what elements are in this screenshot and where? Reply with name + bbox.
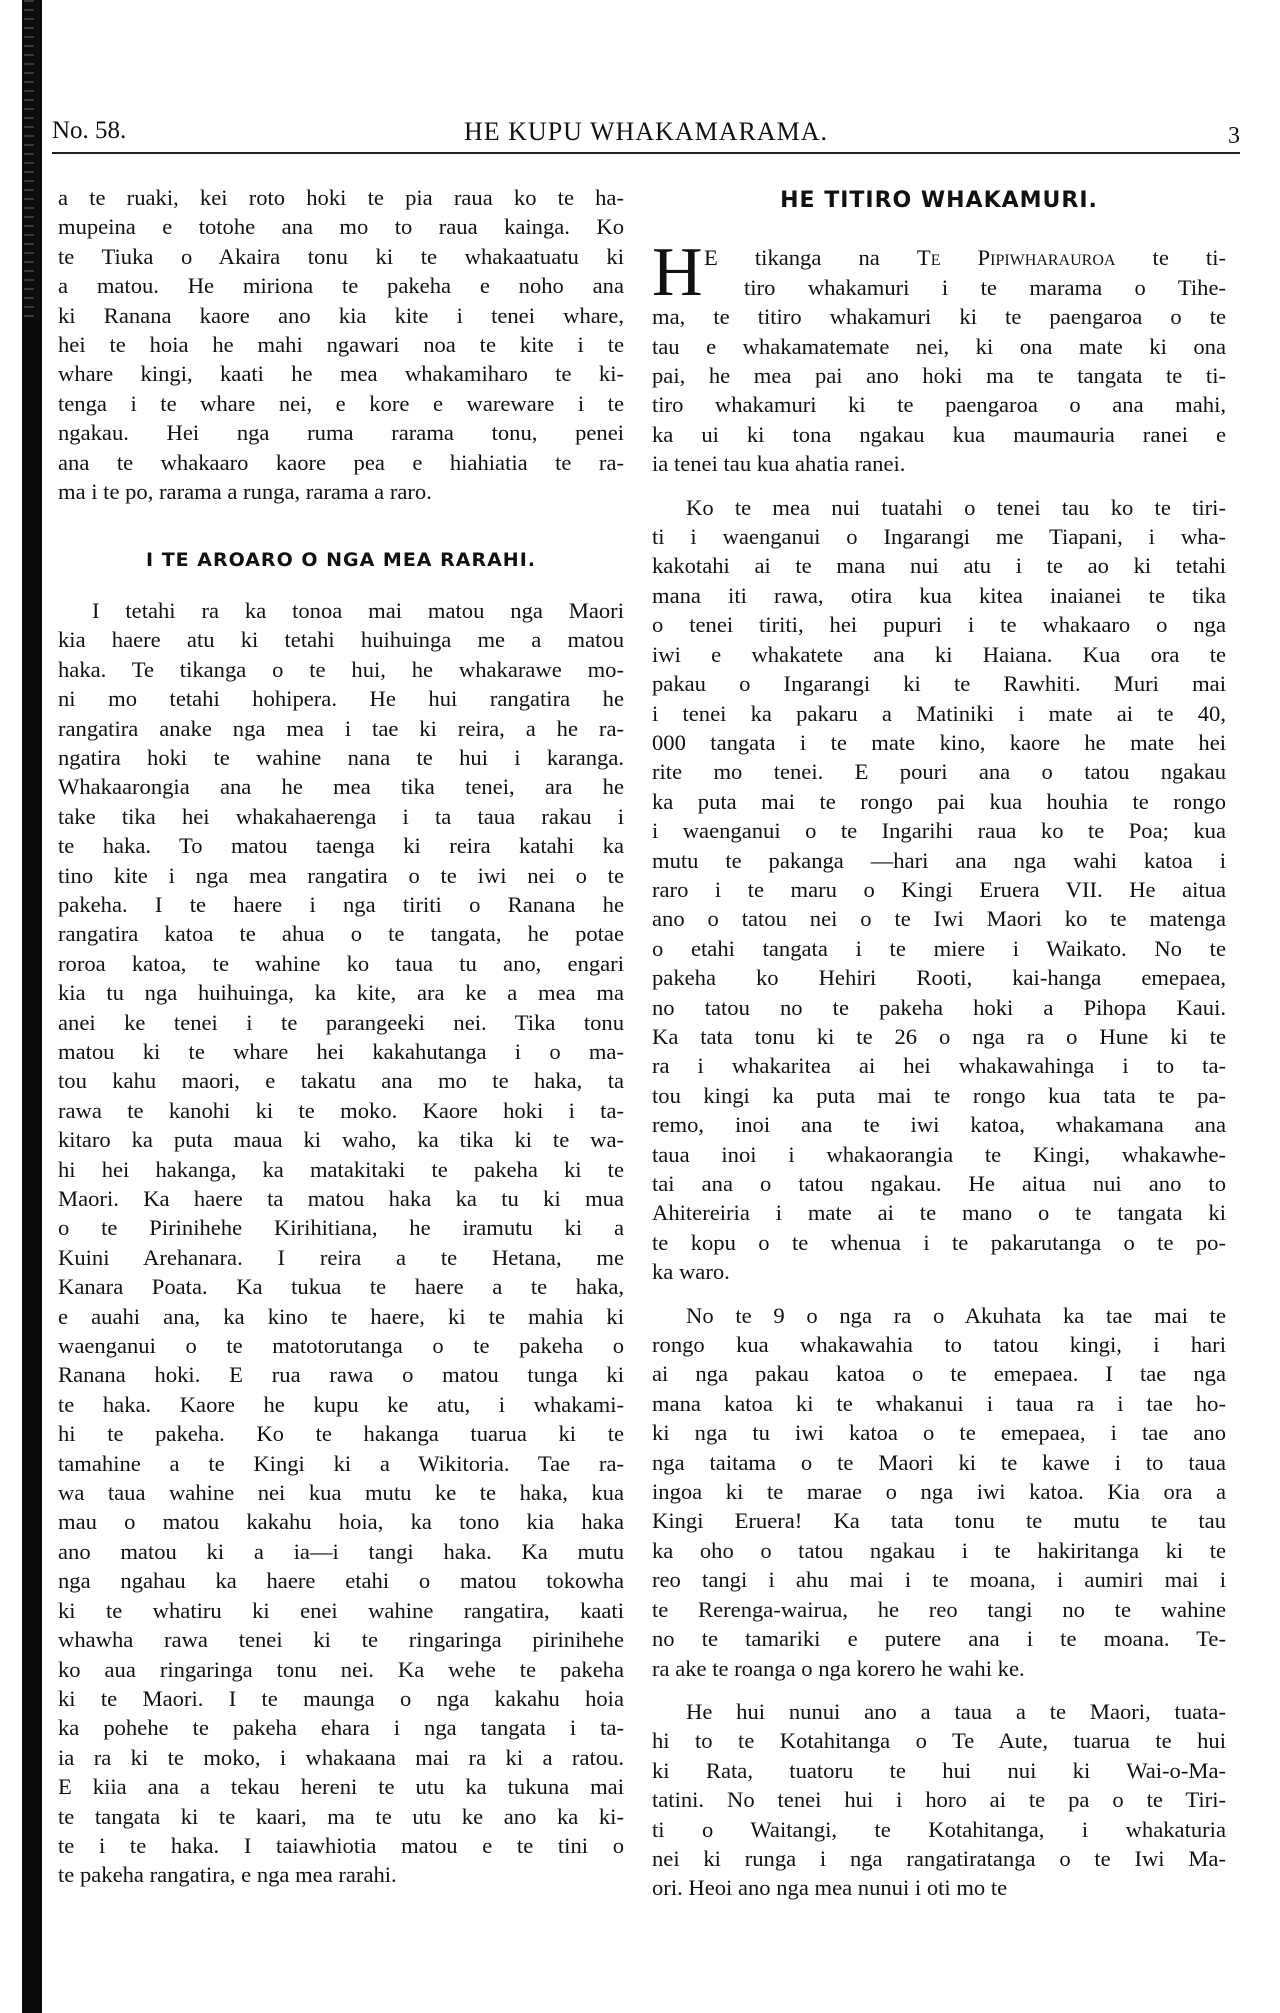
text-line: nga ngahau ka haere etahi o matou tokowha [58,1568,624,1594]
text-line: tino kite i nga mea rangatira o te iwi nei o te [58,862,624,888]
text-line: rangatira katoa te ahua o te tangata, he potae [58,921,624,947]
text-line: ngakau. Hei nga ruma rarama tonu, penei [58,420,624,446]
text-line: E tikanga na Te Pipiwharauroa te ti- [704,245,1227,271]
text-line: ano o tatou nei o te Iwi Maori ko te matenga [652,906,1226,932]
text-line: ni mo tetahi hohipera. He hui rangatira he [58,686,624,712]
text-line: ko aua ringaringa tonu nei. Ka wehe te pakeha [58,1656,624,1682]
text-line: Ranana hoki. E rua rawa o matou tunga ki [58,1362,624,1388]
text-line: ma i te po, rarama a runga, rarama a raro. [58,479,432,505]
text-line: mana katoa ki te whakanui i taua ra i tae ho- [652,1390,1226,1416]
text-line: te pakeha rangatira, e nga mea rarahi. [58,1862,397,1888]
text-line: no tatou no te pakeha hoki a Pihopa Kaui. [652,994,1226,1020]
text-line: taua inoi i whakaorangia te Kingi, whakawhe- [652,1141,1226,1167]
text-line: rite mo tenei. E pouri ana o tatou ngakau [652,759,1226,785]
text-line: te kopu o te whenua i te pakarutanga o te po- [652,1229,1226,1255]
text-line: te i te haka. I taiawhiotia matou e te tini o [58,1832,624,1858]
text-line: ia ra ki te moko, i whakaana mai ra ki a ratou. [58,1744,624,1770]
text-line: waenganui o te matotorutanga o te pakeha o [58,1333,624,1359]
text-line: hi te pakeha. Ko te hakanga tuarua ki te [58,1421,624,1447]
text-line: ki Rata, tuatoru te hui nui ki Wai-o-Ma- [652,1757,1226,1783]
text-line: tiro whakamuri i te marama o Tihe- [744,274,1226,300]
text-line: tenga i te whare nei, e kore e wareware i te [58,390,624,416]
text-line: i waenganui o te Ingarihi raua ko te Poa; kua [652,818,1226,844]
text-line: He hui nunui ano a taua a te Maori, tuata- [686,1698,1226,1724]
newspaper-name: Te Pipiwharauroa [916,245,1116,271]
text-line: rangatira anake nga mea i tae ki reira, a he ra- [58,715,624,741]
text-line: ki te whatiru ki enei wahine rangatira, kaati [58,1597,624,1623]
text-line: reo tangi i ahu mai i te moana, i aumiri mai i [652,1567,1226,1593]
text-line: hi hei hakanga, ka matakitaki te pakeha ki te [58,1156,624,1182]
section-heading-aroaro: I TE AROARO O NGA MEA RARAHI. [146,549,536,572]
text-line: tou kingi ka puta mai te rongo kua tata te pa- [652,1082,1226,1108]
text-line: ka pohehe te pakeha ehara i nga tangata i ta- [58,1715,624,1741]
text-line: nga taitama o te Maori ki te kawe i to taua [652,1449,1226,1475]
text-line: o etahi tangata i te miere i Waikato. No te [652,935,1226,961]
text-line: ai nga pakau katoa o te emepaea. I tae nga [652,1361,1226,1387]
text-line: o tenei tiriti, hei pupuri i te whakaaro o nga [652,612,1226,638]
text-line: Kuini Arehanara. I reira a te Hetana, me [58,1244,624,1270]
text-line: Ko te mea nui tuatahi o tenei tau ko te tiri- [686,494,1226,520]
text-line: Ahitereiria i mate ai te mano o te tangata ki [652,1200,1226,1226]
text-line: kia tu nga huihuinga, ka kite, ara ke a mea ma [58,980,624,1006]
text-line: ka waro. [652,1259,730,1285]
text-line: te haka. Kaore he kupu ke atu, i whakami- [58,1391,624,1417]
text-line: te Tiuka o Akaira tonu ki te whakaatuatu ki [58,243,624,269]
text-line: ti i waenganui o Ingarangi me Tiapani, i wha- [652,524,1226,550]
text-line: Ka tata tonu ki te 26 o nga ra o Hune ki te [652,1023,1226,1049]
text-line: Kingi Eruera! Ka tata tonu te mutu te tau [652,1508,1226,1534]
text-line: ra i whakaritea ai hei whakawahinga i to ta- [652,1053,1226,1079]
text-line: rongo kua whakawahia to tatou kingi, i hari [652,1332,1226,1358]
text-line: ia tenei tau kua ahatia ranei. [652,451,906,477]
text-line: ti o Waitangi, te Kotahitanga, i whakaturia [652,1816,1226,1842]
text-line: tou kahu maori, e takatu ana mo te haka, ta [58,1068,624,1094]
drop-cap: H [652,234,703,312]
text-line: anei ke tenei i te parangeeki nei. Tika tonu [58,1009,624,1035]
text-line: Whakaarongia ana he mea tika tenei, ara he [58,774,624,800]
text-line: hei te hoia he mahi ngawari noa te kite i te [58,332,624,358]
text-line: iwi e whakatete ana ki Haiana. Kua ora te [652,641,1226,667]
text-line: raro i te maru o Kingi Eruera VII. He aitua [652,876,1226,902]
text-line: roroa katoa, te wahine ko taua tu ano, engari [58,950,624,976]
text-line: mupeina e totohe ana mo to raua kainga. Ko [58,214,624,240]
text-line: Maori. Ka haere ta matou haka ka tu ki mua [58,1186,624,1211]
text-line: a matou. He miriona te pakeha e noho ana [58,273,624,299]
text-line: ma, te titiro whakamuri ki te paengaroa o te [652,304,1226,330]
running-title: HE KUPU WHAKAMARAMA. [463,117,829,146]
text-line: te haka. To matou taenga ki reira katahi ka [58,833,624,859]
titiro-paragraph-2 [652,493,1226,1287]
right-column [652,186,1226,1903]
text-line: ka puta mai te rongo pai kua houhia te rongo [652,788,1226,814]
text-line: tatini. No tenei hui i horo ai te pa o te Tiri- [652,1787,1226,1813]
text-line: No te 9 o nga ra o Akuhata ka tae mai te [686,1302,1226,1328]
text-line: tai ana o tatou ngakau. He aitua nui ano to [652,1171,1226,1196]
text-line: ra ake te roanga o nga korero he wahi ke. [652,1655,1025,1681]
text-line: ki nga tu iwi katoa o te emepaea, i tae ano [652,1420,1226,1446]
text-line: kia haere atu ki tetahi huihuinga me a matou [58,627,624,653]
text-line: kakotahi ai te mana nui atu i te ao ki tetahi [652,553,1226,579]
section-heading-titiro: HE TITIRO WHAKAMURI. [780,188,1098,213]
text-line: wa taua wahine nei kua mutu ke te haka, kua [58,1480,624,1506]
text-line: ka ui ki tona ngakau kua maumauria ranei e [652,421,1226,447]
text-line: rawa te kanohi ki te moko. Kaore hoki i ta- [58,1097,624,1123]
intro-paragraph [58,183,624,506]
text-line: ki te Maori. I te maunga o nga kakahu hoia [58,1685,624,1711]
text-line: a te ruaki, kei roto hoki te pia raua ko te ha- [58,185,624,210]
text-line: pakeha. I te haere i nga tiriti o Ranana he [58,891,624,917]
left-column [58,183,624,1890]
text-line: te Rerenga-wairua, he reo tangi no te wahine [652,1596,1226,1622]
text-line: nei ki runga i nga rangatiratanga o te Iwi Ma- [652,1845,1226,1871]
text-line: hi to te Kotahitanga o Te Aute, tuarua te hui [652,1728,1226,1754]
text-line: tau e whakamatemate nei, ki ona mate ki ona [652,333,1226,359]
running-header [52,117,1240,157]
text-line: take tika hei whakahaerenga i ta taua rakau i [58,803,624,829]
text-line: ano matou ki a ia—i tangi haka. Ka mutu [58,1538,624,1564]
text-line: E kiia ana a tekau hereni te utu ka tukuna mai [58,1774,624,1800]
text-line: haka. Te tikanga o te hui, he whakarawe mo- [58,656,624,682]
page-number: 3 [1228,123,1240,149]
text-line: i tenei ka pakaru a Matiniki i mate ai te 40, [652,700,1226,726]
aroaro-paragraph [58,596,624,1890]
text-line: I tetahi ra ka tonoa mai matou nga Maori [92,597,624,623]
text-line: ki Ranana kaore ano kia kite i tenei whare, [58,302,624,328]
text-line: no te tamariki e putere ana i te moana. Te- [652,1626,1226,1652]
text-line: whare kingi, kaati he mea whakamiharo te ki- [58,361,624,387]
text-line: whawha rawa tenei ki te ringaringa pirinihehe [58,1627,624,1653]
text-line: e auahi ana, ka kino te haere, ki te mahia ki [58,1303,624,1329]
titiro-paragraph-3 [652,1301,1226,1683]
text-line: Kanara Poata. Ka tukua te haere a te haka, [58,1274,624,1300]
text-line: tiro whakamuri ki te paengaroa o ana mahi, [652,392,1226,418]
text-line: ngatira hoki te wahine nana te hui i karanga. [58,744,624,770]
text-line: te tangata ki te kaari, ma te utu ke ano ka ki- [58,1803,624,1829]
text-line: pakeha ko Hehiri Rooti, kai-hanga emepaea, [652,965,1226,991]
text-line: o te Pirinihehe Kirihitiana, he iramutu ki a [58,1215,624,1241]
text-line: matou ki te whare hei kakahutanga i o ma- [58,1038,624,1064]
text-line: pai, he mea pai ano hoki ma te tangata te ti- [652,363,1226,389]
text-line: mutu te pakanga —hari ana nga wahi katoa i [652,847,1226,873]
text-line: remo, inoi ana te iwi katoa, whakamana ana [652,1112,1226,1138]
text-line: mana iti rawa, otira kua kitea inaianei te tika [652,582,1226,608]
text-line: ana te whakaaro kaore pea e hiahiatia te ra- [58,449,624,475]
header-rule [52,152,1240,154]
text-line: 000 tangata i te mate kino, kaore he mate hei [652,729,1226,755]
text-line: ingoa ki te marae o nga iwi katoa. Kia ora a [652,1479,1226,1505]
text-line: ka oho o tatou ngakau i te hakiritanga ki te [652,1537,1226,1563]
titiro-paragraph-4 [652,1697,1226,1903]
text-line: ori. Heoi ano nga mea nunui i oti mo te [652,1875,1008,1901]
titiro-paragraph-1 [652,234,1227,478]
text-line: mau o matou kakahu hoia, ka tono kia haka [58,1509,624,1535]
text-line: kitaro ka puta maua ki waho, ka tika ki te wa- [58,1127,624,1153]
page-binding-edge [22,0,42,2013]
text-line: pakau o Ingarangi ki te Rawhiti. Muri mai [652,671,1226,697]
text-line: tamahine a te Kingi ki a Wikitoria. Tae ra- [58,1450,624,1476]
issue-number: No. 58. [52,117,127,144]
